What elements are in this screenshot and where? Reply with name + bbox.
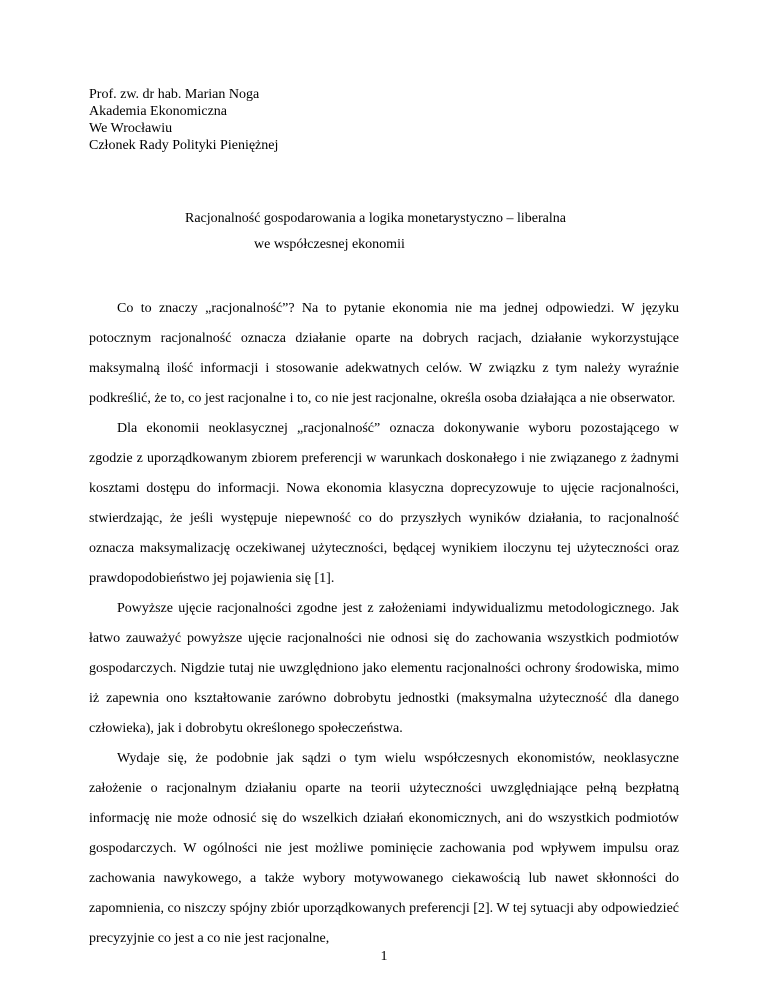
paragraph: Dla ekonomii neoklasycznej „racjonalność” oznacza dokonywanie wyboru pozostającego w zgodzie z uporządkowanym zbiorem preferencji w warunkach doskonałego i nie związanego z żadnymi kosztami dostępu do informacji. Nowa ekonomia klasyczna doprecyzowuje to ujęcie racjonalności, stwierdzając, że jeśli występuje niepewność co do przyszłych wyników działania, to racjonalność oznacza maksymalizację oczekiwanej użyteczności, będącej wynikiem iloczynu tej użyteczności oraz prawdopodobieństwo jej pojawienia się [1]. <box>89 421 679 586</box>
paragraph: Powyższe ujęcie racjonalności zgodne jest z założeniami indywidualizmu metodologicznego. Jak łatwo zauważyć powyższe ujęcie racjonalności nie odnosi się do zachowania wszystkich podmiotów gospodarczych. Nigdzie tutaj nie uwzględniono jako elementu racjonalności ochrony środowiska, mimo iż zapewnia ono kształtowanie zarówno dobrobytu jednostki (maksymalna użyteczność dla danego człowieka), jak i dobrobytu określonego społeczeństwa. <box>89 601 679 736</box>
page-number: 1 <box>380 949 388 964</box>
author-institution: Akademia Ekonomiczna <box>89 104 228 119</box>
author-position: Członek Rady Polityki Pieniężnej <box>89 138 279 153</box>
author-block <box>89 86 278 154</box>
title-line-2: we współczesnej ekonomii <box>254 237 405 252</box>
paragraph: Co to znaczy „racjonalność”? Na to pytanie ekonomia nie ma jednej odpowiedzi. W języku potocznym racjonalność oznacza działanie oparte na dobrych racjach, działanie wykorzystujące maksymalną ilość informacji i stosowanie adekwatnych celów. W związku z tym należy wyraźnie podkreślić, że to, co jest racjonalne i to, co nie jest racjonalne, określa osoba działająca a nie obserwator. <box>89 301 679 406</box>
document-body <box>89 294 679 954</box>
title-line-1: Racjonalność gospodarowania a logika monetarystyczno – liberalna <box>185 211 566 226</box>
author-name: Prof. zw. dr hab. Marian Noga <box>89 87 260 102</box>
paragraph: Wydaje się, że podobnie jak sądzi o tym wielu współczesnych ekonomistów, neoklasyczne założenie o racjonalnym działaniu oparte na teorii użyteczności uwzględniające pełną bezpłatną informację nie może odnosić się do wszelkich działań ekonomicznych, ani do wszystkich podmiotów gospodarczych. W ogólności nie jest możliwe pominięcie zachowania pod wpływem impulsu oraz zachowania nawykowego, a także wybory motywowanego ciekawością lub nawet skłonności do zapomnienia, co niszczy spójny zbiór uporządkowanych preferencji [2]. W tej sytuacji aby odpowiedzieć precyzyjnie co jest a co nie jest racjonalne, <box>89 751 679 946</box>
author-city: We Wrocławiu <box>89 121 173 136</box>
